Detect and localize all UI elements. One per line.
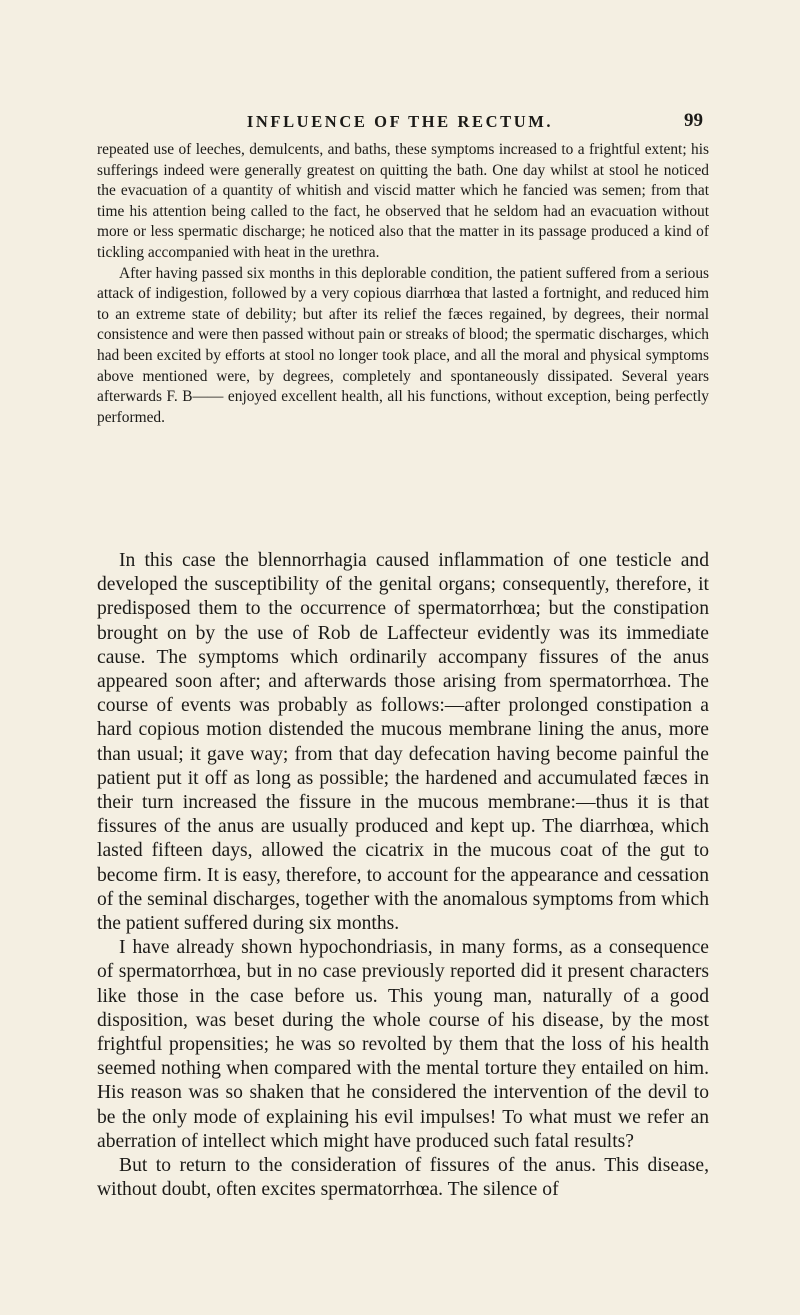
running-head [0, 110, 800, 136]
commentary-paragraph-cause: In this case the blennorrhagia caused inflammation of one testicle and developed the susceptibility of the genital organs; consequently, therefore, it predisposed them to the occurrence of spermatorrhœa; but the constipation brought on by the use of Rob de Laffecteur evidently was its immediate cause. The symptoms which ordinarily accompany fissures of the anus appeared soon after; and afterwards those arising from spermatorrhœa. The course of events was probably as follows:—after prolonged constipation a hard copious motion distended the mucous membrane lining the anus, more than usual; it gave way; from that day defecation having become painful the patient put it off as long as possible; the hardened and accumulated fæces in their turn increased the fissure in the mucous membrane:—thus it is that fissures of the anus are usually produced and kept up. The diarrhœa, which lasted fifteen days, allowed the cicatrix in the mucous coat of the gut to become firm. It is easy, therefore, to account for the appearance and cessation of the seminal discharges, together with the anomalous symptoms from which the patient suffered during six months. [97, 550, 709, 935]
case-paragraph-recovery: After having passed six months in this deplorable condition, the patient suffered from a serious attack of indigestion, followed by a very copious diarrhœa that lasted a fortnight, and reduced him to an extreme state of debility; but after its relief the fæces regained, by degrees, their normal consistence and were then passed without pain or streaks of blood; the spermatic discharges, which had been excited by efforts at stool no longer took place, and all the moral and physical symptoms above mentioned were, by degrees, completely and spontaneously dissipated. Several years afterwards F. B—— enjoyed excellent health, all his functions, without exception, being perfectly performed. [97, 264, 709, 426]
commentary-paragraph-fissures: But to return to the consideration of fissures of the anus. This disease, without doubt, often excites spermatorrhœa. The silence of [97, 1155, 709, 1201]
case-report-text [97, 140, 709, 428]
case-paragraph-continuation: repeated use of leeches, demulcents, and baths, these symptoms increased to a frightful extent; his sufferings indeed were generally greatest on quitting the bath. One day whilst at stool he noticed the evacuation of a quantity of whitish and viscid matter which he fancied was semen; from that time his attention being called to the fact, he observed that he seldom had an evacuation without more or less spermatic discharge; he noticed also that the matter in its passage produced a kind of tickling accompanied with heat in the urethra. [97, 141, 709, 261]
page-number: 99 [684, 110, 703, 131]
commentary-paragraph-hypochondriasis: I have already shown hypochondriasis, in many forms, as a consequence of spermatorrhœa, but in no case previously reported did it present characters like those in the case before us. This young man, naturally of a good disposition, was beset during the whole course of his disease, by the most frightful propensities; he was so revolted by them that the loss of his health seemed nothing when compared with the mental torture they entailed on him. His reason was so shaken that he considered the intervention of the devil to be the only mode of explaining his evil impulses! To what must we refer an aberration of intellect which might have produced such fatal results? [97, 937, 709, 1152]
running-title: INFLUENCE OF THE RECTUM. [246, 112, 554, 131]
commentary-text [97, 549, 709, 1202]
